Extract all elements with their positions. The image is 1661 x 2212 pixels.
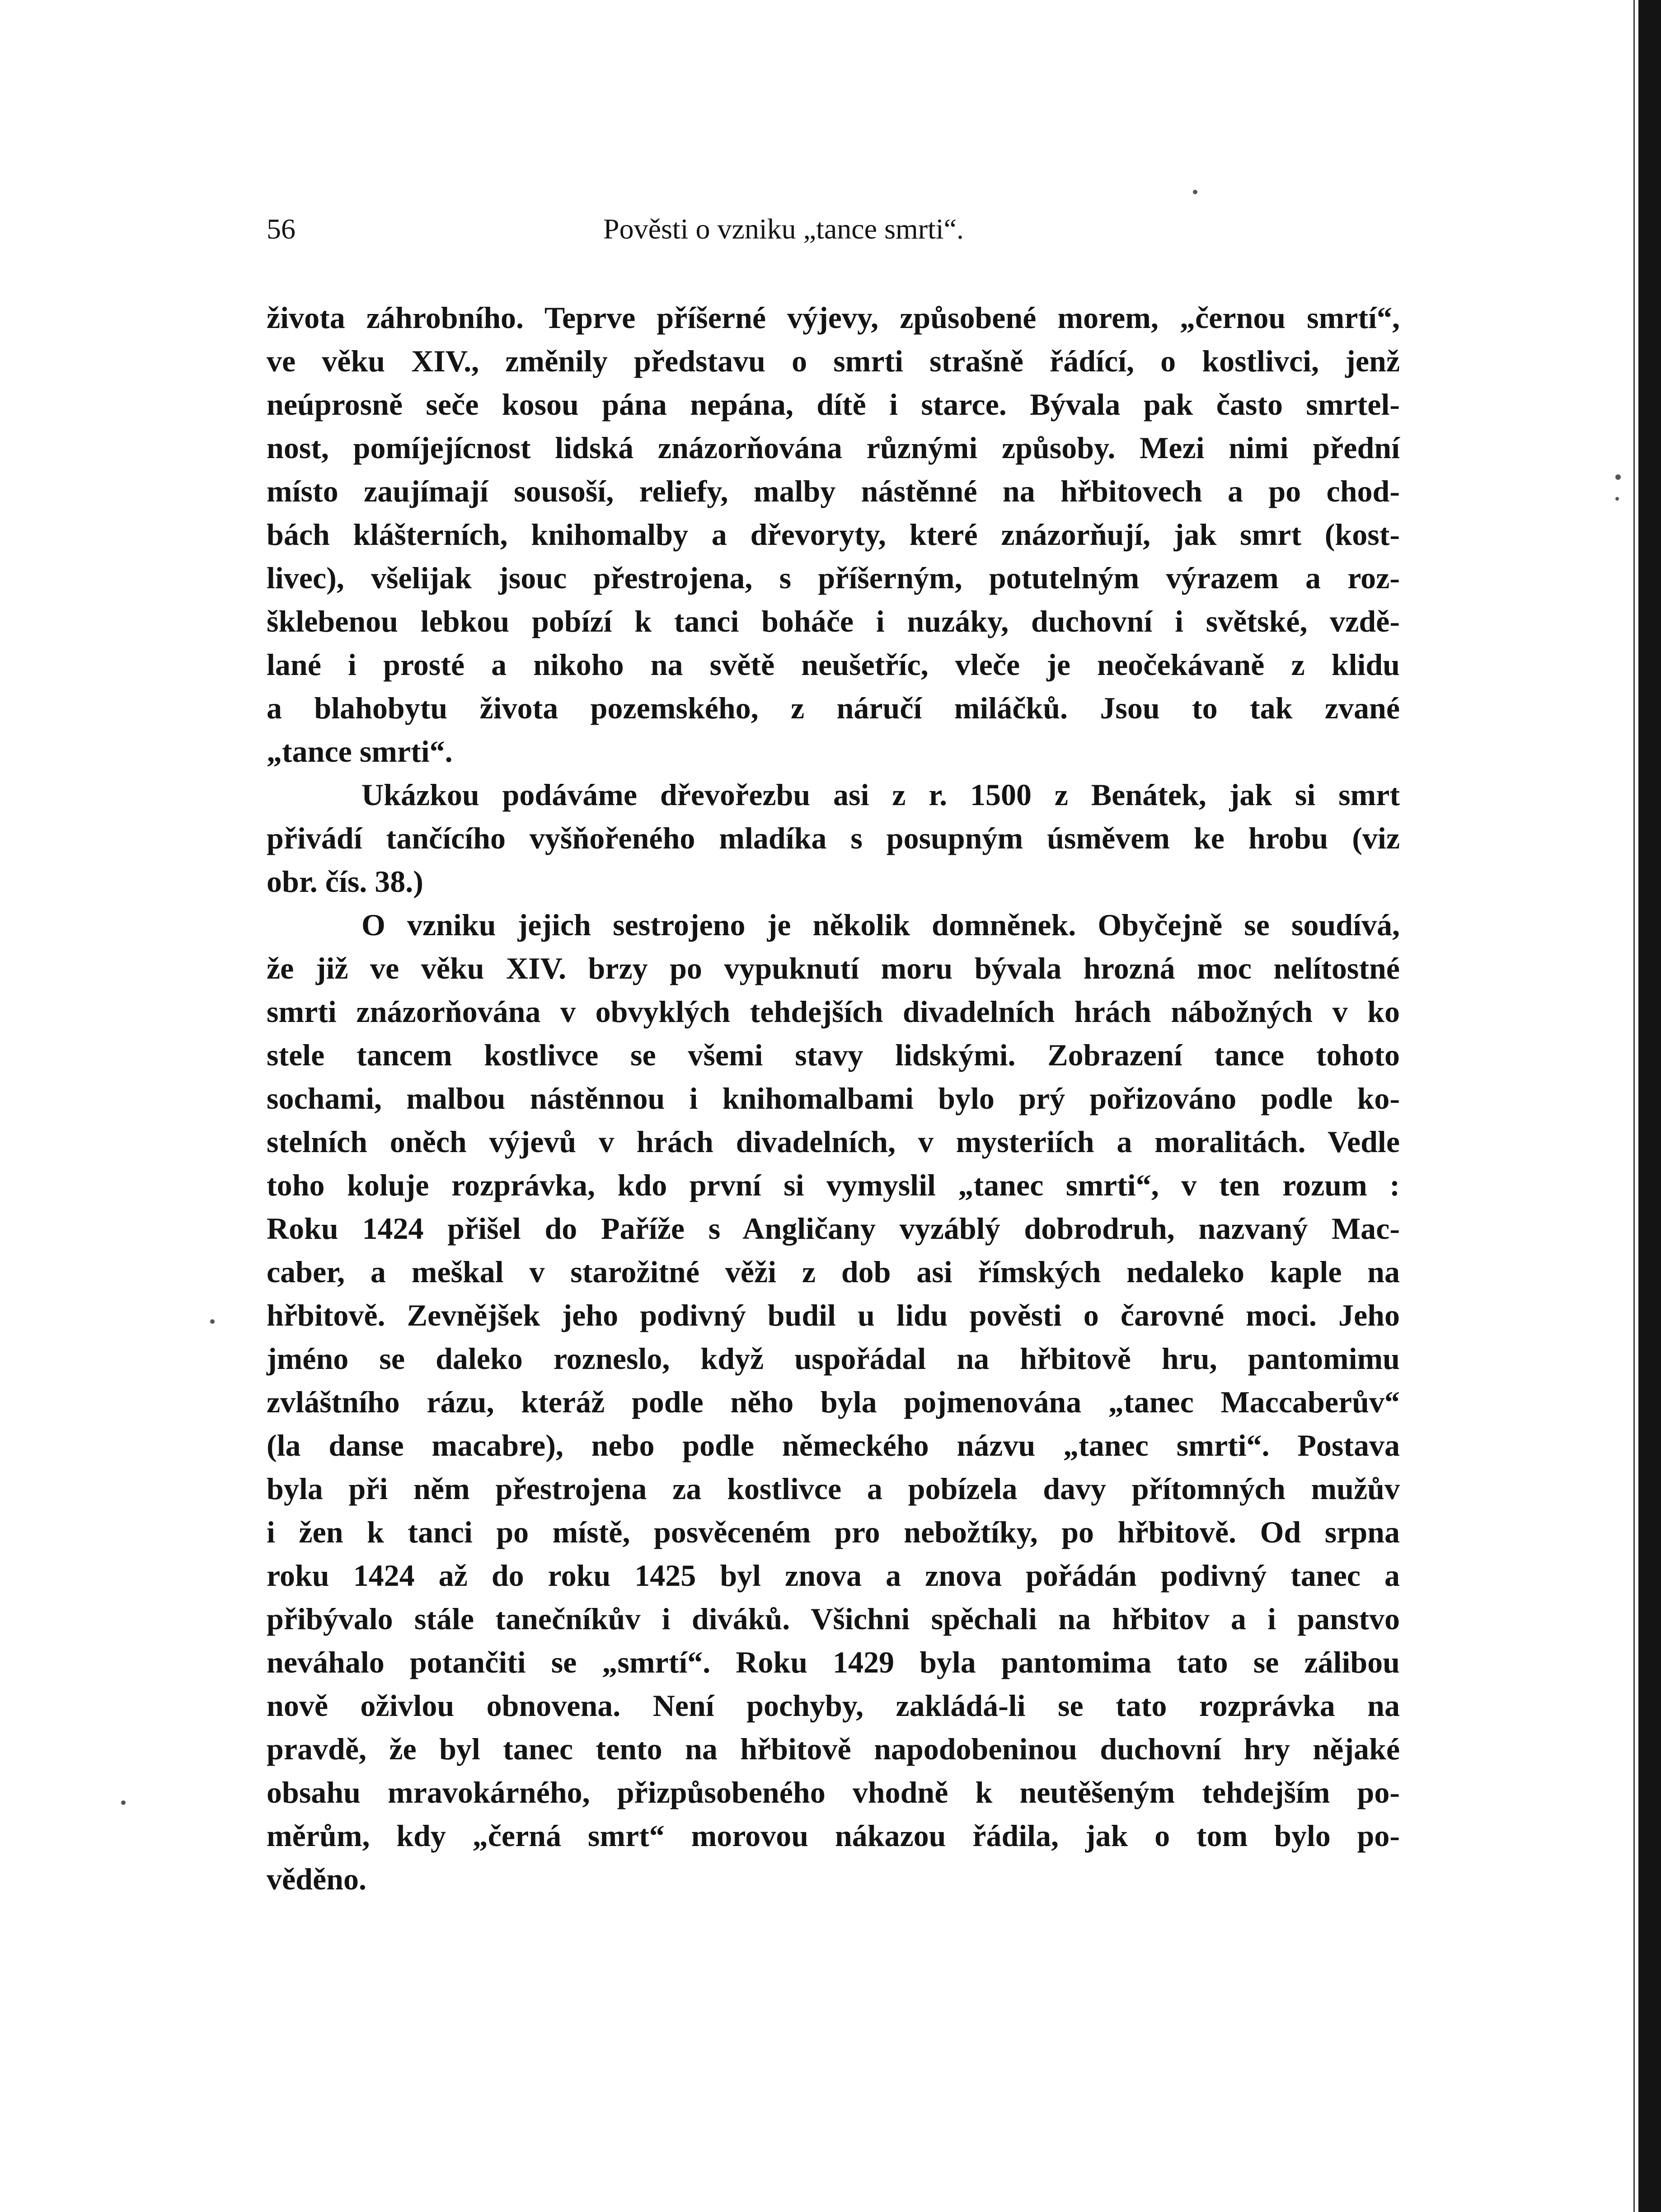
text-line: a blahobytu života pozemského, z náručí miláčků. Jsou to tak zvané [267,691,1400,725]
paragraph-2 [267,773,1400,903]
text-line: lané i prosté a nikoho na světě neušetříc, vleče je neočekávaně z klidu [267,647,1400,682]
text-line: O vzniku jejich sestrojeno je několik domněnek. Obyčejně se soudívá, [361,908,1400,942]
text-line: obr. čís. 38.) [267,864,423,899]
text-line: přibývalo stále tanečníkův i diváků. Všichni spěchali na hřbitov a i panstvo [267,1602,1400,1636]
text-line: neúprosně seče kosou pána nepána, dítě i starce. Bývala pak často smrtel- [267,387,1400,422]
body-text [267,296,1400,1901]
page-number: 56 [267,213,296,245]
text-line: hřbitově. Zevnějšek jeho podivný budil u lidu pověsti o čarovné moci. Jeho [267,1298,1400,1332]
text-line: že již ve věku XIV. brzy po vypuknutí moru bývala hrozná moc nelítostné [267,951,1400,985]
text-line: smrti znázorňována v obvyklých tehdejších divadelních hrách nábožných v ko [267,994,1400,1029]
text-line: Ukázkou podáváme dřevořezbu asi z r. 1500 z Benátek, jak si smrt [361,778,1400,812]
text-line: sochami, malbou nástěnnou i knihomalbami bylo prý pořizováno podle ko- [267,1081,1400,1115]
text-line: byla při něm přestrojena za kostlivce a pobízela davy přítomných mužův [267,1472,1400,1506]
scan-speck [121,1800,126,1805]
text-line: bách klášterních, knihomalby a dřevoryty, které znázorňují, jak smrt (kost- [267,517,1400,552]
scan-speck [1615,497,1619,501]
text-line: nově oživlou obnovena. Není pochyby, zakládá-li se tato rozprávka na [267,1688,1400,1723]
text-line: stelních oněch výjevů v hrách divadelních, v mysteriích a moralitách. Vedle [267,1125,1400,1159]
running-header [267,212,1396,253]
text-line: věděno. [267,1862,366,1896]
text-line: stele tancem kostlivce se všemi stavy lidskými. Zobrazení tance tohoto [267,1038,1400,1072]
text-line: Roku 1424 přišel do Paříže s Angličany vyzáblý dobrodruh, nazvaný Mac- [267,1211,1400,1246]
text-line: roku 1424 až do roku 1425 byl znova a znova pořádán podivný tanec a [267,1558,1400,1593]
text-line: pravdě, že byl tanec tento na hřbitově napodobeninou duchovní hry nějaké [267,1732,1400,1766]
text-line: caber, a meškal v starožitné věži z dob asi římských nedaleko kaple na [267,1255,1400,1289]
text-line: obsahu mravokárného, přizpůsobeného vhodně k neutěšeným tehdejším po- [267,1775,1400,1809]
paragraph-1 [267,296,1400,773]
scan-speck [1615,474,1621,480]
text-line: neváhalo potančiti se „smrtí“. Roku 1429 byla pantomima tato se zálibou [267,1645,1400,1679]
text-line: ve věku XIV., změnily představu o smrti strašně řádící, o kostlivci, jenž [267,344,1400,378]
text-line: „tance smrti“. [267,734,453,769]
text-line: místo zaujímají sousoší, reliefy, malby nástěnné na hřbitovech a po chod- [267,474,1400,508]
text-line: livec), všelijak jsouc přestrojena, s příšerným, potutelným výrazem a roz- [267,561,1400,595]
scan-edge-line [1633,0,1635,2212]
text-line: jméno se daleko rozneslo, když uspořádal na hřbitově hru, pantomimu [267,1341,1400,1376]
scan-dark-edge [1638,0,1661,2212]
text-line: přivádí tančícího vyšňořeného mladíka s posupným úsměvem ke hrobu (viz [267,821,1400,855]
text-line: nost, pomíjejícnost lidská znázorňována různými způsoby. Mezi nimi přední [267,431,1400,465]
text-line: měrům, kdy „černá smrt“ morovou nákazou řádila, jak o tom bylo po- [267,1818,1400,1853]
running-title: Pověsti o vzniku „tance smrti“. [603,213,964,245]
scan-speck [1193,190,1197,194]
text-line: toho koluje rozprávka, kdo první si vymyslil „tanec smrti“, v ten rozum : [267,1168,1400,1202]
scan-speck [210,1319,215,1324]
paragraph-3 [267,903,1400,1901]
text-line: zvláštního rázu, kteráž podle něho byla pojmenována „tanec Maccaberův“ [267,1385,1400,1419]
text-line: šklebenou lebkou pobízí k tanci boháče i nuzáky, duchovní i světské, vzdě- [267,604,1400,638]
text-line: i žen k tanci po místě, posvěceném pro nebožtíky, po hřbitově. Od srpna [267,1515,1400,1549]
text-line: života záhrobního. Teprve příšerné výjevy, způsobené morem, „černou smrtí“, [267,300,1400,335]
text-line: (la danse macabre), nebo podle německého názvu „tanec smrti“. Postava [267,1428,1400,1462]
